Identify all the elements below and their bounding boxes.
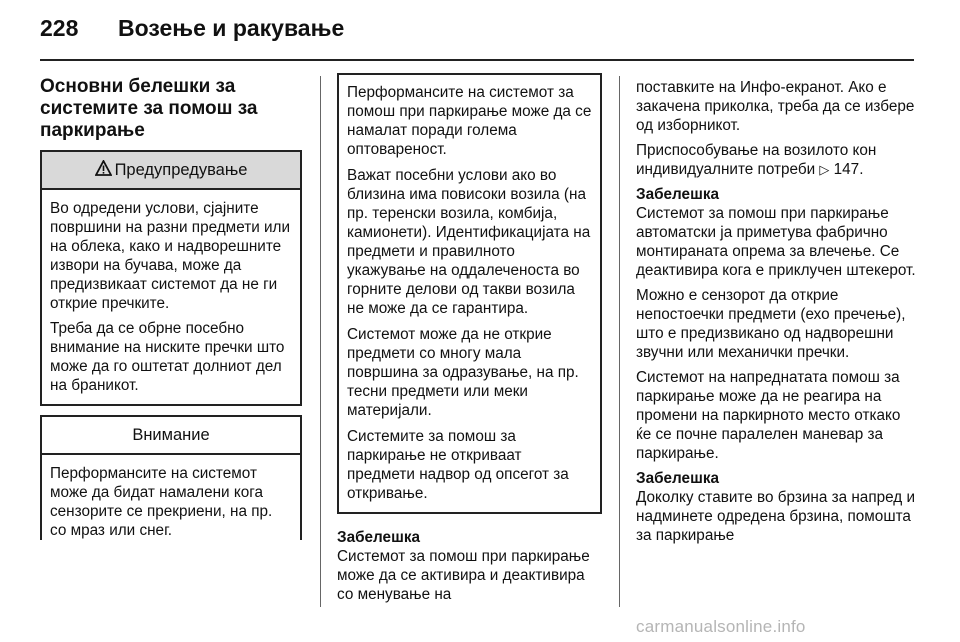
note-2-text: Доколку ставите во брзина за напред и надминете одредена брзина, помошта за паркирање (636, 489, 915, 544)
column-1 (40, 76, 302, 540)
page-reference-icon: ▷ (819, 162, 830, 177)
paragraph-3: Можно е сензорот да открие непостоечки предмети (ехо пречење), што е предизвикано од надворешни звучни или механички пречки. (636, 287, 906, 361)
warning-box (40, 150, 302, 406)
column-divider-1 (320, 76, 321, 607)
box-paragraph-1: Перформансите на системот за помош при паркирање може да се намалат поради голема оптовареност. (347, 84, 592, 158)
paragraph-4: Системот на напреднатата помош за паркирање може да не реагира на промени на паркирното место откако ќе се почне паралелен маневар за паркирање. (636, 369, 901, 462)
note-1-text: Системот за помош при паркирање автоматски ја приметува фабрично монтираната опрема за влечење. Се деактивира кога е приклучен штекерот. (636, 205, 916, 279)
paragraph-1: поставките на Инфо-екранот. Ако е закачена приколка, треба да се избере од изборникот. (636, 79, 915, 134)
note-label: Забелешка (337, 529, 420, 546)
note-text: Системот за помош при паркирање може да се активира и деактивира со менување на (337, 548, 590, 603)
chapter-title: Возење и ракување (118, 15, 345, 41)
warning-paragraph-2: Треба да се обрне посебно внимание на ниските пречки што може да го оштетат долниот дел на браникот. (50, 320, 285, 394)
paragraph-2 (636, 141, 916, 179)
warning-paragraph-1: Во одредени услови, сјајните површини на разни предмети или на облека, како и надворешните извори на бучава, може да предизвикаат системот да не ги открие пречките. (50, 200, 291, 312)
section-heading: Основни белешки за системите за помош за паркирање (40, 76, 258, 141)
paragraph-2-text: Приспособување на возилото кон индивидуалните потреби (636, 142, 877, 178)
warning-box-header (42, 152, 300, 190)
attention-paragraph-1: Перформансите на системот може да бидат намалени кога сензорите се прекриени, на пр. со мраз или снег. (50, 465, 273, 539)
column-3 (636, 78, 916, 551)
note-block-2 (636, 469, 916, 545)
page-number: 228 (40, 15, 79, 41)
warning-triangle-icon (95, 160, 112, 181)
column-divider-2 (619, 76, 620, 607)
page-reference-link[interactable]: 147. (833, 161, 864, 178)
attention-box (40, 415, 302, 540)
warning-box-title: Предупредување (114, 160, 248, 179)
watermark: carmanualsonline.info (636, 617, 806, 636)
column-2 (337, 73, 602, 610)
attention-box-title: Внимание (132, 425, 210, 444)
box-paragraph-4: Системите за помош за паркирање не откриваат предмети надвор од опсегот за откривање. (347, 428, 569, 502)
note-block-1 (636, 185, 916, 280)
note-1-label: Забелешка (636, 186, 719, 203)
continued-warning-box (337, 73, 602, 514)
header-rule (40, 59, 914, 61)
box-paragraph-2: Важат посебни услови ако во близина има повисоки возила (на пр. теренски возила, комбија, камионети). Идентификацијата на предмети и правилното укажување на оддалеченоста во горните делови од такви возила не може да се гарантира. (347, 167, 591, 317)
warning-box-body (42, 190, 300, 404)
note-block (337, 528, 602, 604)
attention-box-header (42, 417, 300, 455)
box-paragraph-3: Системот може да не открие предмети со многу мала површина за одразување, на пр. тесни предмети или меки материјали. (347, 326, 579, 419)
page-header (40, 15, 344, 42)
attention-box-body (42, 455, 300, 540)
note-2-label: Забелешка (636, 470, 719, 487)
